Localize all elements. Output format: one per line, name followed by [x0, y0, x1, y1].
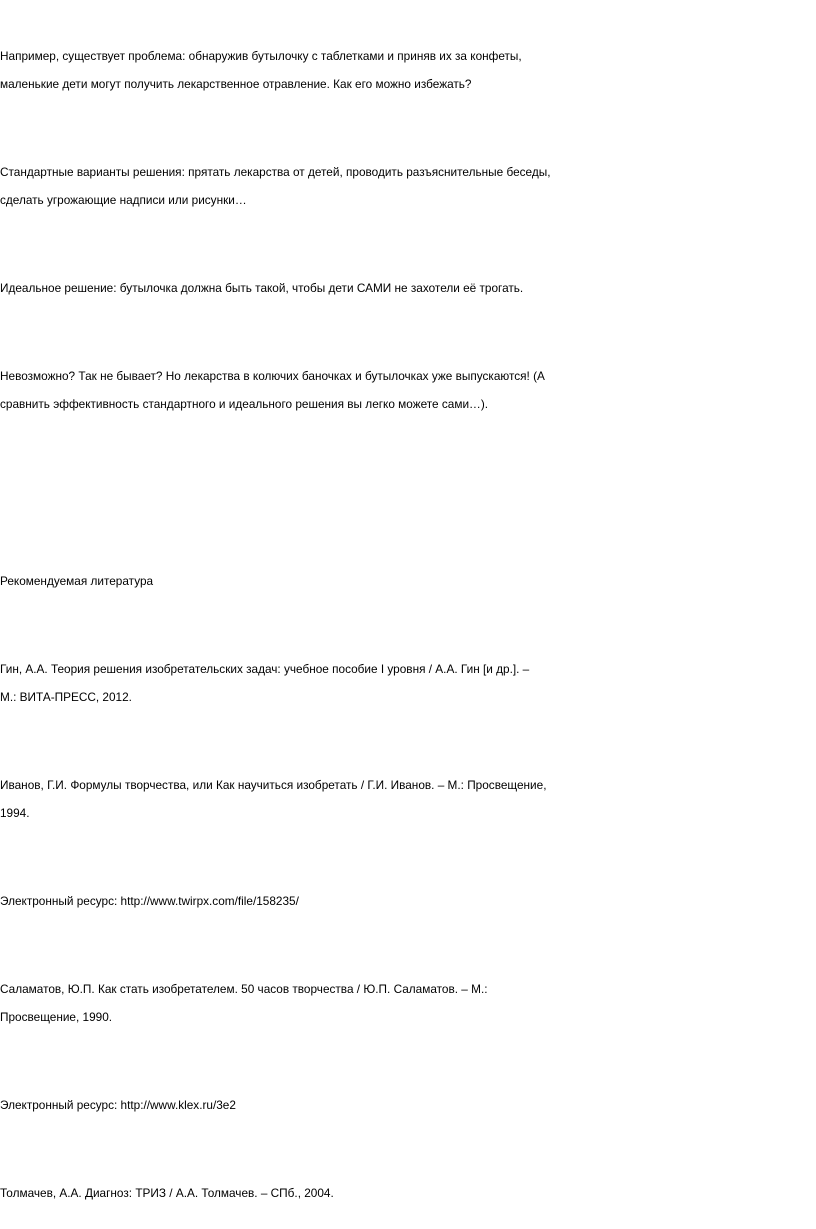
- text-line: Гин, А.А. Теория решения изобретательских задач: учебное пособие I уровня / А.А. Гин [и др.]. –: [0, 662, 530, 676]
- reference-item: [0, 887, 816, 915]
- text-line: М.: ВИТА-ПРЕСС, 2012.: [0, 690, 132, 704]
- heading-text: Рекомендуемая литература: [0, 574, 154, 588]
- paragraph-standard-solutions: [0, 158, 816, 214]
- paragraph-problem: [0, 42, 816, 98]
- text-line: Стандартные варианты решения: прятать лекарства от детей, проводить разъяснительные беседы,: [0, 165, 551, 179]
- references-heading: [0, 567, 816, 595]
- text-line: 1994.: [0, 806, 30, 820]
- text-line: Иванов, Г.И. Формулы творчества, или Как научиться изобретать / Г.И. Иванов. – М.: Просвещение,: [0, 778, 547, 792]
- text-line: Электронный ресурс: http://www.twirpx.com/file/158235/: [0, 894, 299, 908]
- reference-item: [0, 975, 816, 1031]
- paragraph-impossible: [0, 362, 816, 418]
- text-line: Электронный ресурс: http://www.klex.ru/3e2: [0, 1098, 236, 1112]
- text-line: Саламатов, Ю.П. Как стать изобретателем. 50 часов творчества / Ю.П. Саламатов. – М.:: [0, 982, 488, 996]
- text-line: Например, существует проблема: обнаружив бутылочку с таблетками и приняв их за конфеты,: [0, 49, 522, 63]
- text-line: Просвещение, 1990.: [0, 1010, 113, 1024]
- reference-item: [0, 1091, 816, 1119]
- reference-item: [0, 1179, 816, 1207]
- paragraph-ideal-solution: [0, 274, 816, 302]
- text-line: сделать угрожающие надписи или рисунки…: [0, 193, 247, 207]
- reference-item: [0, 771, 816, 827]
- text-line: сравнить эффективность стандартного и идеального решения вы легко можете сами…).: [0, 397, 489, 411]
- reference-item: [0, 655, 816, 711]
- text-line: маленькие дети могут получить лекарственное отравление. Как его можно избежать?: [0, 77, 472, 91]
- text-line: Толмачев, А.А. Диагноз: ТРИЗ / А.А. Толмачев. – СПб., 2004.: [0, 1186, 334, 1200]
- text-line: Невозможно? Так не бывает? Но лекарства в колючих баночках и бутылочках уже выпускаются! (А: [0, 369, 545, 383]
- text-line: Идеальное решение: бутылочка должна быть такой, чтобы дети САМИ не захотели её трогать.: [0, 281, 524, 295]
